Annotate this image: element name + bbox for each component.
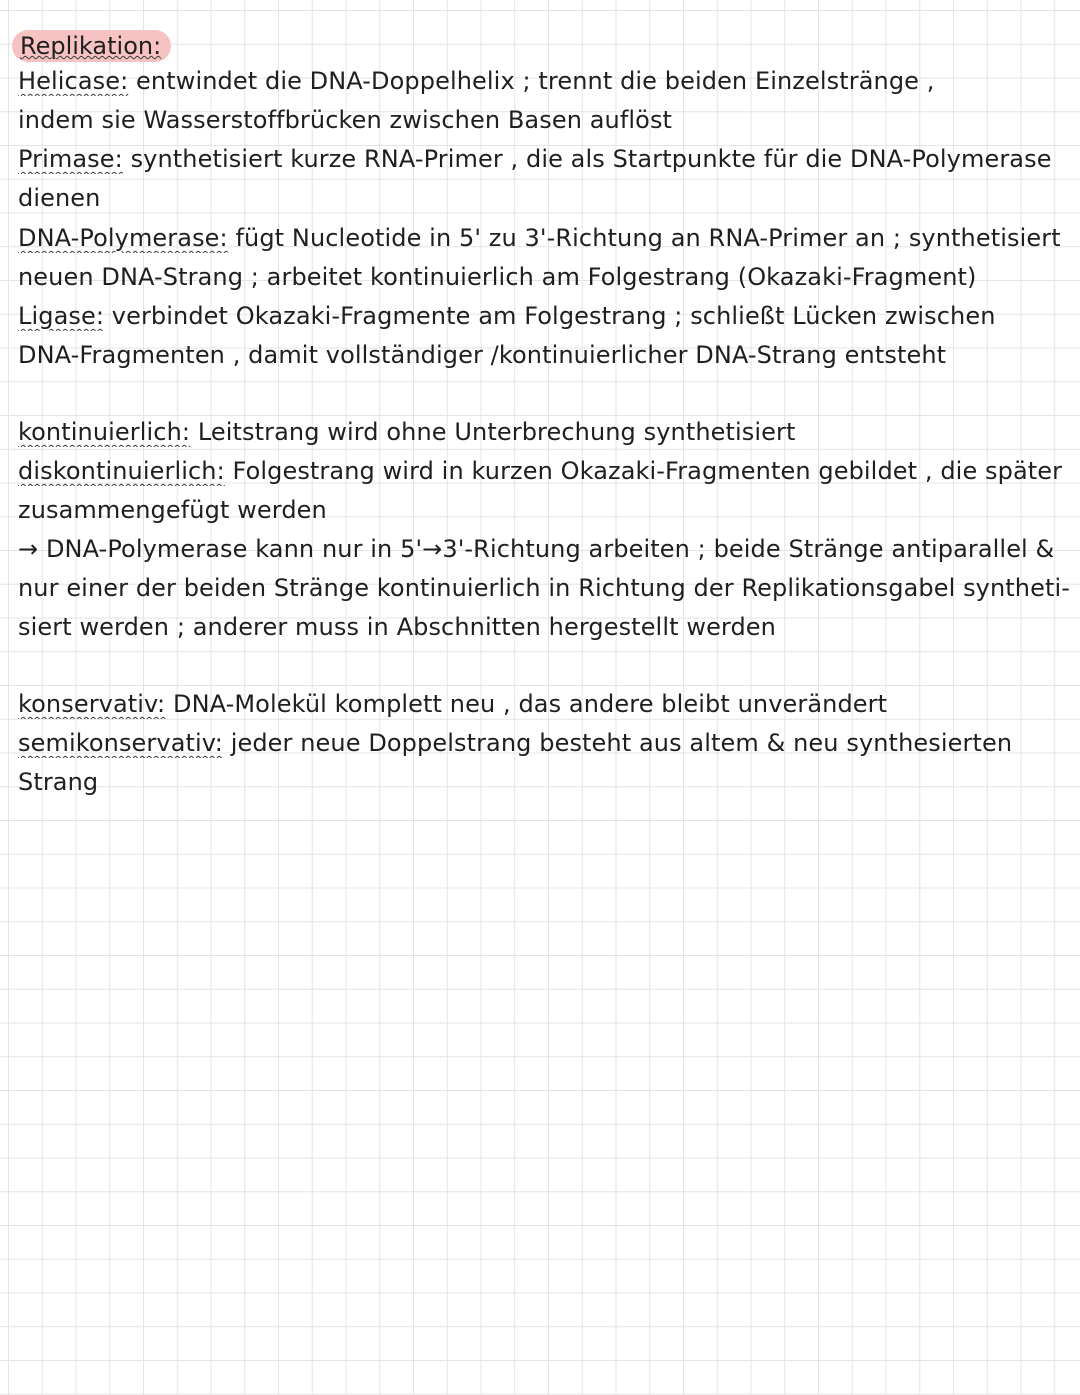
term-konservativ: konservativ:: [18, 690, 166, 718]
page-title: Replikation:: [20, 32, 162, 60]
helicase-line-2: [18, 105, 1070, 135]
term-kontinuierlich: kontinuierlich:: [18, 418, 191, 446]
term-ligase: Ligase:: [18, 302, 105, 330]
primase-line-2: [18, 183, 1070, 213]
diskontinuierlich-line-1: [18, 456, 1070, 486]
kontinuierlich-text-1: Leitstrang wird ohne Unterbrechung synthetisiert: [197, 418, 796, 446]
semikonservativ-line-1: [18, 728, 1070, 758]
helicase-line-1: [18, 66, 1070, 96]
term-helicase: Helicase:: [18, 67, 129, 95]
title-highlight: [12, 30, 171, 62]
term-primase: Primase:: [18, 145, 123, 173]
konservativ-text-1: DNA-Molekül komplett neu , das andere bleibt unverändert: [172, 690, 888, 718]
primase-text-1: synthetisiert kurze RNA-Primer , die als Startpunkte für die DNA-Polymerase: [130, 145, 1052, 173]
helicase-text-1: entwindet die DNA-Doppelhelix ; trennt die beiden Einzelstränge ,: [136, 67, 935, 95]
semikonservativ-line-2: [18, 767, 1070, 797]
arrow-text-1: → DNA-Polymerase kann nur in 5'→3'-Richtung arbeiten ; beide Stränge antiparallel &: [18, 535, 1055, 563]
diskontinuierlich-text-1: Folgestrang wird in kurzen Okazaki-Fragmenten gebildet , die später: [232, 457, 1063, 485]
diskontinuierlich-text-2: zusammengefügt werden: [18, 496, 327, 524]
primase-text-2: dienen: [18, 184, 101, 212]
term-diskontinuierlich: diskontinuierlich:: [18, 457, 225, 485]
kontinuierlich-line-1: [18, 417, 1070, 447]
arrow-line-3: [18, 612, 1070, 642]
semikonservativ-text-2: Strang: [18, 768, 99, 796]
ligase-line-2: [18, 340, 1070, 370]
diskontinuierlich-line-2: [18, 495, 1070, 525]
arrow-text-2: nur einer der beiden Stränge kontinuierlich in Richtung der Replikationsgabel syntheti-: [18, 574, 1070, 602]
ligase-line-1: [18, 301, 1070, 331]
term-dna-polymerase: DNA-Polymerase:: [18, 224, 228, 252]
konservativ-line-1: [18, 689, 1070, 719]
semikonservativ-text-1: jeder neue Doppelstrang besteht aus altem & neu synthesierten: [230, 729, 1013, 757]
polymerase-line-2: [18, 262, 1070, 292]
polymerase-text-2: neuen DNA-Strang ; arbeitet kontinuierlich am Folgestrang (Okazaki-Fragment): [18, 263, 977, 291]
arrow-text-3: siert werden ; anderer muss in Abschnitten hergestellt werden: [18, 613, 776, 641]
arrow-line-1: [18, 534, 1070, 564]
arrow-line-2: [18, 573, 1070, 603]
polymerase-text-1: fügt Nucleotide in 5' zu 3'-Richtung an RNA-Primer an ; synthetisiert: [235, 224, 1061, 252]
helicase-text-2: indem sie Wasserstoffbrücken zwischen Basen auflöst: [18, 106, 673, 134]
ligase-text-1: verbindet Okazaki-Fragmente am Folgestrang ; schließt Lücken zwischen: [111, 302, 996, 330]
polymerase-line-1: [18, 223, 1070, 253]
term-semikonservativ: semikonservativ:: [18, 729, 223, 757]
ligase-text-2: DNA-Fragmenten , damit vollständiger /kontinuierlicher DNA-Strang entsteht: [18, 341, 947, 369]
primase-line-1: [18, 144, 1070, 174]
